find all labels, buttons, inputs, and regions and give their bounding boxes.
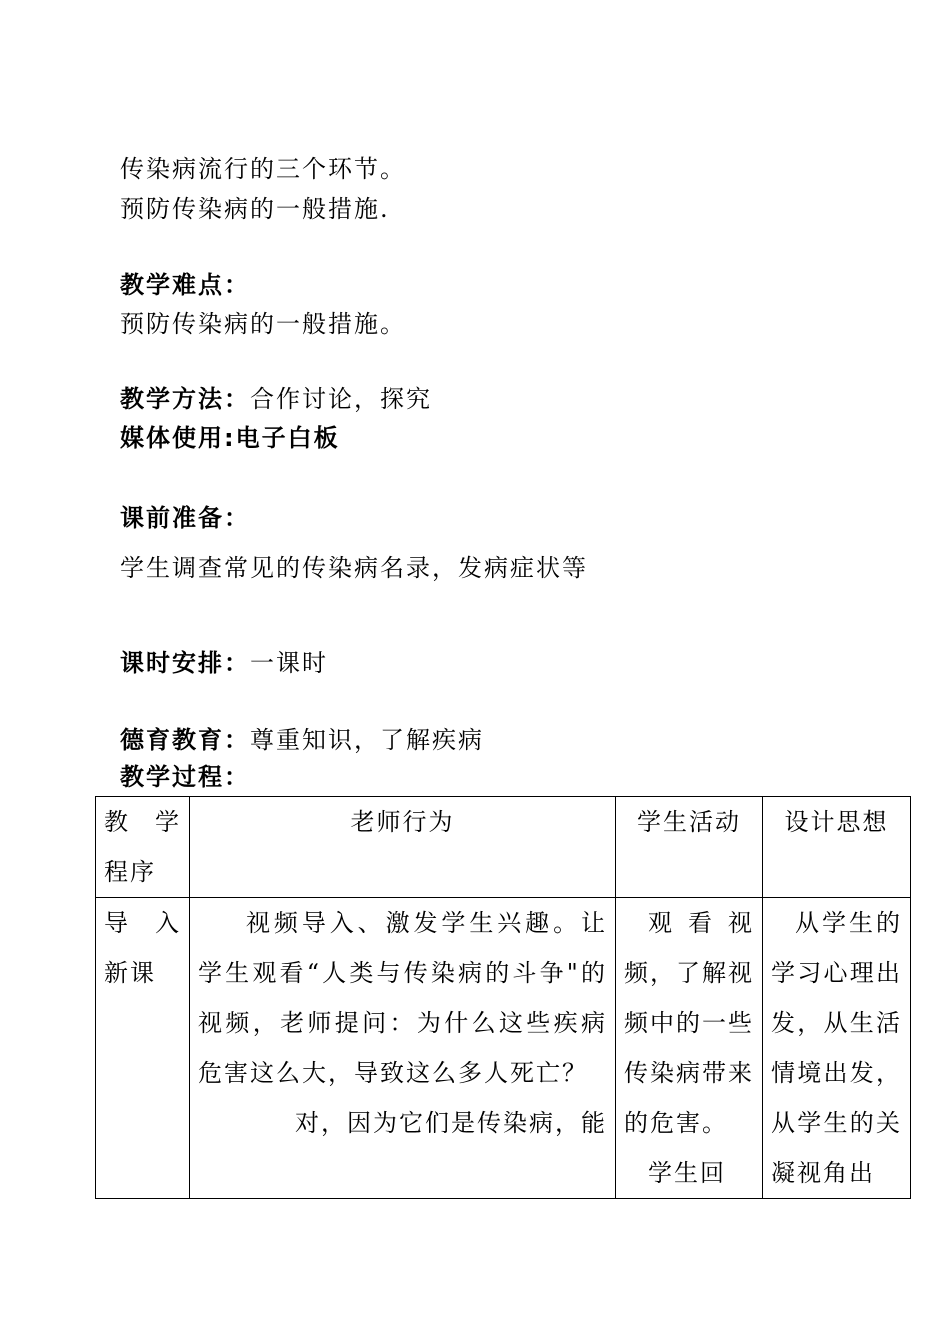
header-student: 学生活动 xyxy=(616,797,763,898)
schedule-line xyxy=(120,648,328,678)
difficulty-heading xyxy=(120,270,250,300)
teacher-paragraph-2: 对，因为它们是传染病，能 xyxy=(295,1109,607,1137)
media-label: 媒体使用: xyxy=(120,424,236,452)
header-design: 设计思想 xyxy=(763,797,911,898)
difficulty-content: 预防传染病的一般措施。 xyxy=(120,310,406,338)
media-content: 电子白板 xyxy=(235,424,340,452)
key-point-1: 传染病流行的三个环节。 xyxy=(120,155,406,183)
preparation-content: 学生调查常见的传染病名录，发病症状等 xyxy=(120,554,588,582)
process-label: 教学过程： xyxy=(120,763,250,791)
schedule-label: 课时安排： xyxy=(120,649,250,677)
cell-step: 导入新课 xyxy=(96,898,190,1199)
preparation-label: 课前准备： xyxy=(120,504,250,532)
moral-content: 尊重知识，了解疾病 xyxy=(250,726,484,754)
header-teacher: 老师行为 xyxy=(190,797,616,898)
difficulty-label: 教学难点： xyxy=(120,271,250,299)
media-line xyxy=(120,423,340,453)
student-paragraph-2: 学生回 xyxy=(648,1159,726,1187)
table-row xyxy=(96,898,911,1199)
process-heading xyxy=(120,762,250,792)
cell-student xyxy=(616,898,763,1199)
cell-teacher xyxy=(190,898,616,1199)
teaching-process-table xyxy=(95,796,911,1199)
table-header-row xyxy=(96,797,911,898)
moral-line xyxy=(120,725,484,755)
moral-label: 德育教育： xyxy=(120,726,250,754)
method-label: 教学方法： xyxy=(120,385,250,413)
schedule-content: 一课时 xyxy=(250,649,328,677)
header-step: 教学程序 xyxy=(96,797,190,898)
method-content: 合作讨论，探究 xyxy=(250,385,432,413)
key-point-2: 预防传染病的一般措施. xyxy=(120,195,390,223)
method-line xyxy=(120,384,432,414)
teacher-paragraph-1: 视频导入、激发学生兴趣。让学生观看“人类与传染病的斗争"的视频，老师提问：为什么这些疾病危害这么大，导致这么多人死亡？ xyxy=(198,909,607,1087)
student-paragraph-1: 观看视频，了解视频中的一些传染病带来的危害。 xyxy=(624,909,754,1137)
cell-design: 从学生的学习心理出发，从生活情境出发，从学生的关凝视角出 xyxy=(763,898,911,1199)
preparation-heading xyxy=(120,503,250,533)
